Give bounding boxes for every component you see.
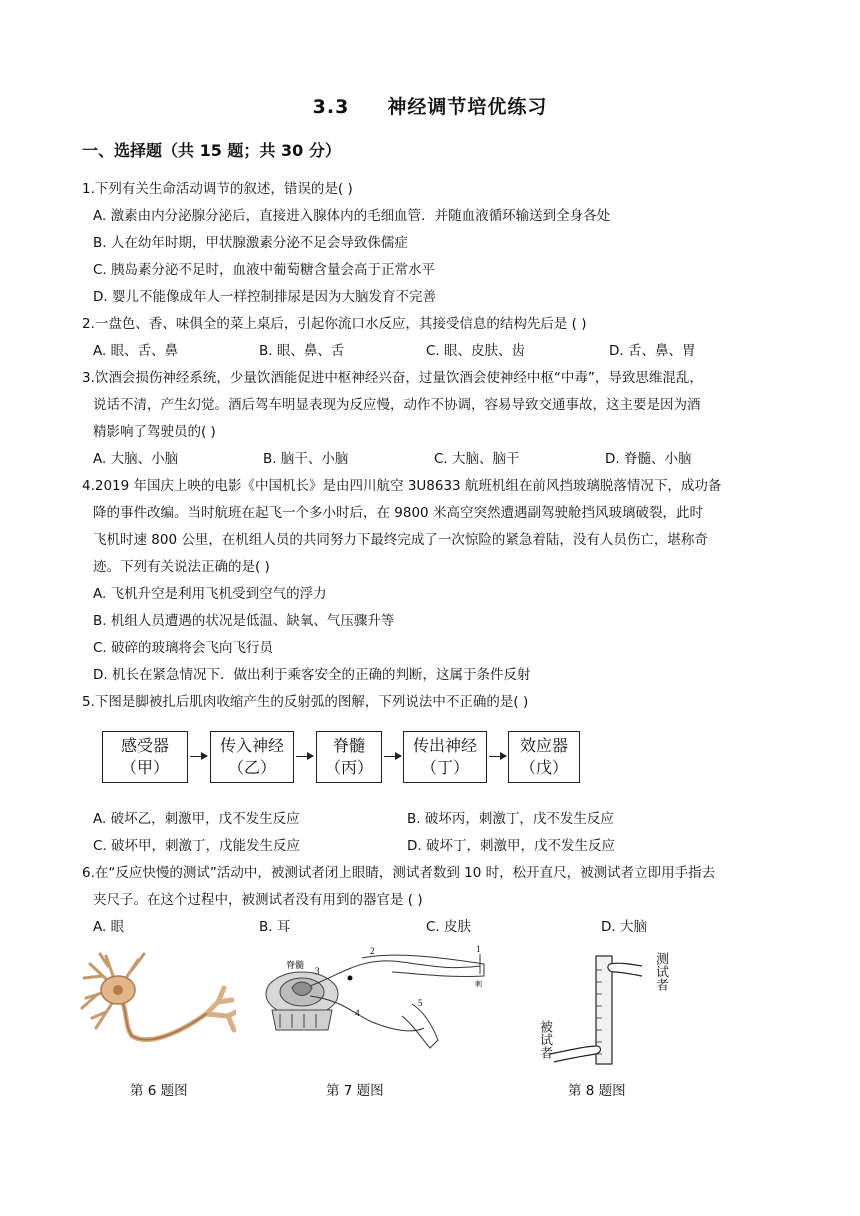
flow-box-spinal-cord-name: 脊髓 <box>332 736 365 755</box>
section-heading: 一、选择题（共 15 题；共 30 分） <box>82 141 341 160</box>
figure-7-label-ci: 刺 <box>475 981 482 988</box>
figure-7-label-2: 2 <box>370 946 375 956</box>
question-3-options <box>93 447 793 467</box>
question-5-options-row-2 <box>93 834 793 854</box>
question-6-option-d: D. 大脑 <box>601 919 647 935</box>
question-4-line-3: 飞机时速 800 公里，在机组人员的共同努力下最终完成了一次惊险的紧急着陆，没有人员伤亡，堪称奇 <box>93 532 708 548</box>
caption-figure-7: 第 7 题图 <box>326 1083 384 1099</box>
flow-box-afferent-name: 传入神经 <box>219 736 284 755</box>
question-2-stem: 2.一盘色、香、味俱全的菜上桌后，引起你流口水反应，其接受信息的结构先后是 ( ) <box>82 316 587 332</box>
question-5-option-d: D. 破坏丁，刺激甲，戊不发生反应 <box>407 838 615 854</box>
question-1-option-a: A. 激素由内分泌腺分泌后，直接进入腺体内的毛细血管．并随血液循环输送到全身各处 <box>93 208 611 224</box>
reflex-arc-figure <box>262 944 494 1060</box>
flow-box-receptor-tag: （甲） <box>120 758 169 777</box>
question-5-stem: 5.下图是脚被扎后肌肉收缩产生的反射弧的图解，下列说法中不正确的是( ) <box>82 694 529 710</box>
question-5-options-row-1 <box>93 807 793 827</box>
question-3-line-3: 精影响了驾驶员的( ) <box>93 424 216 440</box>
figure-8-tester-text: 测试者 <box>653 952 668 991</box>
page-title <box>0 92 860 119</box>
flow-box-efferent-tag: （丁） <box>420 758 469 777</box>
question-4-line-1: 4.2019 年国庆上映的电影《中国机长》是由四川航空 3U8633 航班机组在前风挡玻璃脱落情况下，成功备 <box>82 478 722 494</box>
question-2-option-b: B. 眼、鼻、舌 <box>259 343 345 359</box>
figure-7-label-3: 3 <box>315 966 320 976</box>
figure-7-label-spine: 脊髓 <box>286 960 305 970</box>
flow-box-spinal-cord <box>316 731 382 783</box>
question-6-option-a: A. 眼 <box>93 919 125 935</box>
question-4-option-d: D. 机长在紧急情况下．做出利于乘客安全的正确的判断，这属于条件反射 <box>93 667 531 683</box>
question-6-option-b: B. 耳 <box>259 919 291 935</box>
question-4-line-4: 迹。下列有关说法正确的是( ) <box>93 559 270 575</box>
question-1-option-d: D. 婴儿不能像成年人一样控制排尿是因为大脑发育不完善 <box>93 289 436 305</box>
flow-box-effector-name: 效应器 <box>519 736 568 755</box>
question-2-option-d: D. 舌、鼻、胃 <box>609 343 696 359</box>
question-6-line-2: 夹尺子。在这个过程中，被测试者没有用到的器官是 ( ) <box>93 892 423 908</box>
question-4-line-2: 降的事件改编。当时航班在起飞一个多小时后，在 9800 米高空突然遭遇副驾驶舱挡风玻璃破裂，此时 <box>93 505 703 521</box>
question-4-option-c: C. 破碎的玻璃将会飞向飞行员 <box>93 640 274 656</box>
caption-figure-6: 第 6 题图 <box>130 1083 188 1099</box>
flow-arrow-2 <box>296 756 313 757</box>
flow-box-efferent <box>403 731 487 783</box>
flow-box-receptor-name: 感受器 <box>120 736 169 755</box>
question-2-options <box>93 339 793 359</box>
flow-box-efferent-name: 传出神经 <box>412 736 477 755</box>
flow-box-effector <box>508 731 580 783</box>
question-5-option-b: B. 破坏丙，刺激丁，戊不发生反应 <box>407 811 614 827</box>
question-6-line-1: 6.在“反应快慢的测试”活动中，被测试者闭上眼睛，测试者数到 10 时，松开直尺，被测试者立即用手指去 <box>82 865 716 881</box>
question-4-option-b: B. 机组人员遭遇的状况是低温、缺氧、气压骤升等 <box>93 613 395 629</box>
figure-8-testee-text: 被试者 <box>537 1020 552 1059</box>
question-5-option-a: A. 破坏乙，刺激甲，戊不发生反应 <box>93 811 300 827</box>
flow-box-effector-tag: （戊） <box>519 758 568 777</box>
question-4-option-a: A. 飞机升空是利用飞机受到空气的浮力 <box>93 586 327 602</box>
neuron-figure <box>78 950 236 1054</box>
question-5-option-c: C. 破坏甲，刺激丁，戊能发生反应 <box>93 838 301 854</box>
figure-7-label-1: 1 <box>476 944 481 954</box>
figure-7-label-4: 4 <box>355 1008 360 1018</box>
question-6-option-c: C. 皮肤 <box>426 919 472 935</box>
caption-figure-8: 第 8 题图 <box>568 1083 626 1099</box>
flow-arrow-4 <box>489 756 506 757</box>
question-3-line-2: 说话不清，产生幻觉。酒后驾车明显表现为反应慢，动作不协调，容易导致交通事故，这主要是因为酒 <box>93 397 701 413</box>
question-2-option-c: C. 眼、皮肤、齿 <box>426 343 526 359</box>
question-1-stem: 1.下列有关生命活动调节的叙述，错误的是( ) <box>82 181 353 197</box>
title-number: 3.3 <box>312 96 350 118</box>
question-3-option-d: D. 脊髓、小脑 <box>605 451 692 467</box>
question-3-option-a: A. 大脑、小脑 <box>93 451 179 467</box>
title-text: 神经调节培优练习 <box>387 96 548 118</box>
question-3-option-b: B. 脑干、小脑 <box>263 451 349 467</box>
question-2-option-a: A. 眼、舌、鼻 <box>93 343 179 359</box>
flow-box-receptor <box>102 731 188 783</box>
figure-7-label-5: 5 <box>418 998 423 1008</box>
question-6-options <box>93 915 793 935</box>
question-3-line-1: 3.饮酒会损伤神经系统，少量饮酒能促进中枢神经兴奋，过量饮酒会使神经中枢“中毒”，导致思维混乱， <box>82 370 703 386</box>
question-1-option-c: C. 胰岛素分泌不足时，血液中葡萄糖含量会高于正常水平 <box>93 262 436 278</box>
question-1-option-b: B. 人在幼年时期，甲状腺激素分泌不足会导致侏儒症 <box>93 235 408 251</box>
flow-arrow-3 <box>384 756 401 757</box>
reflex-arc-diagram <box>102 731 582 785</box>
question-3-option-c: C. 大脑、脑干 <box>434 451 520 467</box>
flow-box-spinal-cord-tag: （丙） <box>324 758 373 777</box>
flow-arrow-1 <box>190 756 207 757</box>
flow-box-afferent <box>210 731 294 783</box>
flow-box-afferent-tag: （乙） <box>227 758 276 777</box>
